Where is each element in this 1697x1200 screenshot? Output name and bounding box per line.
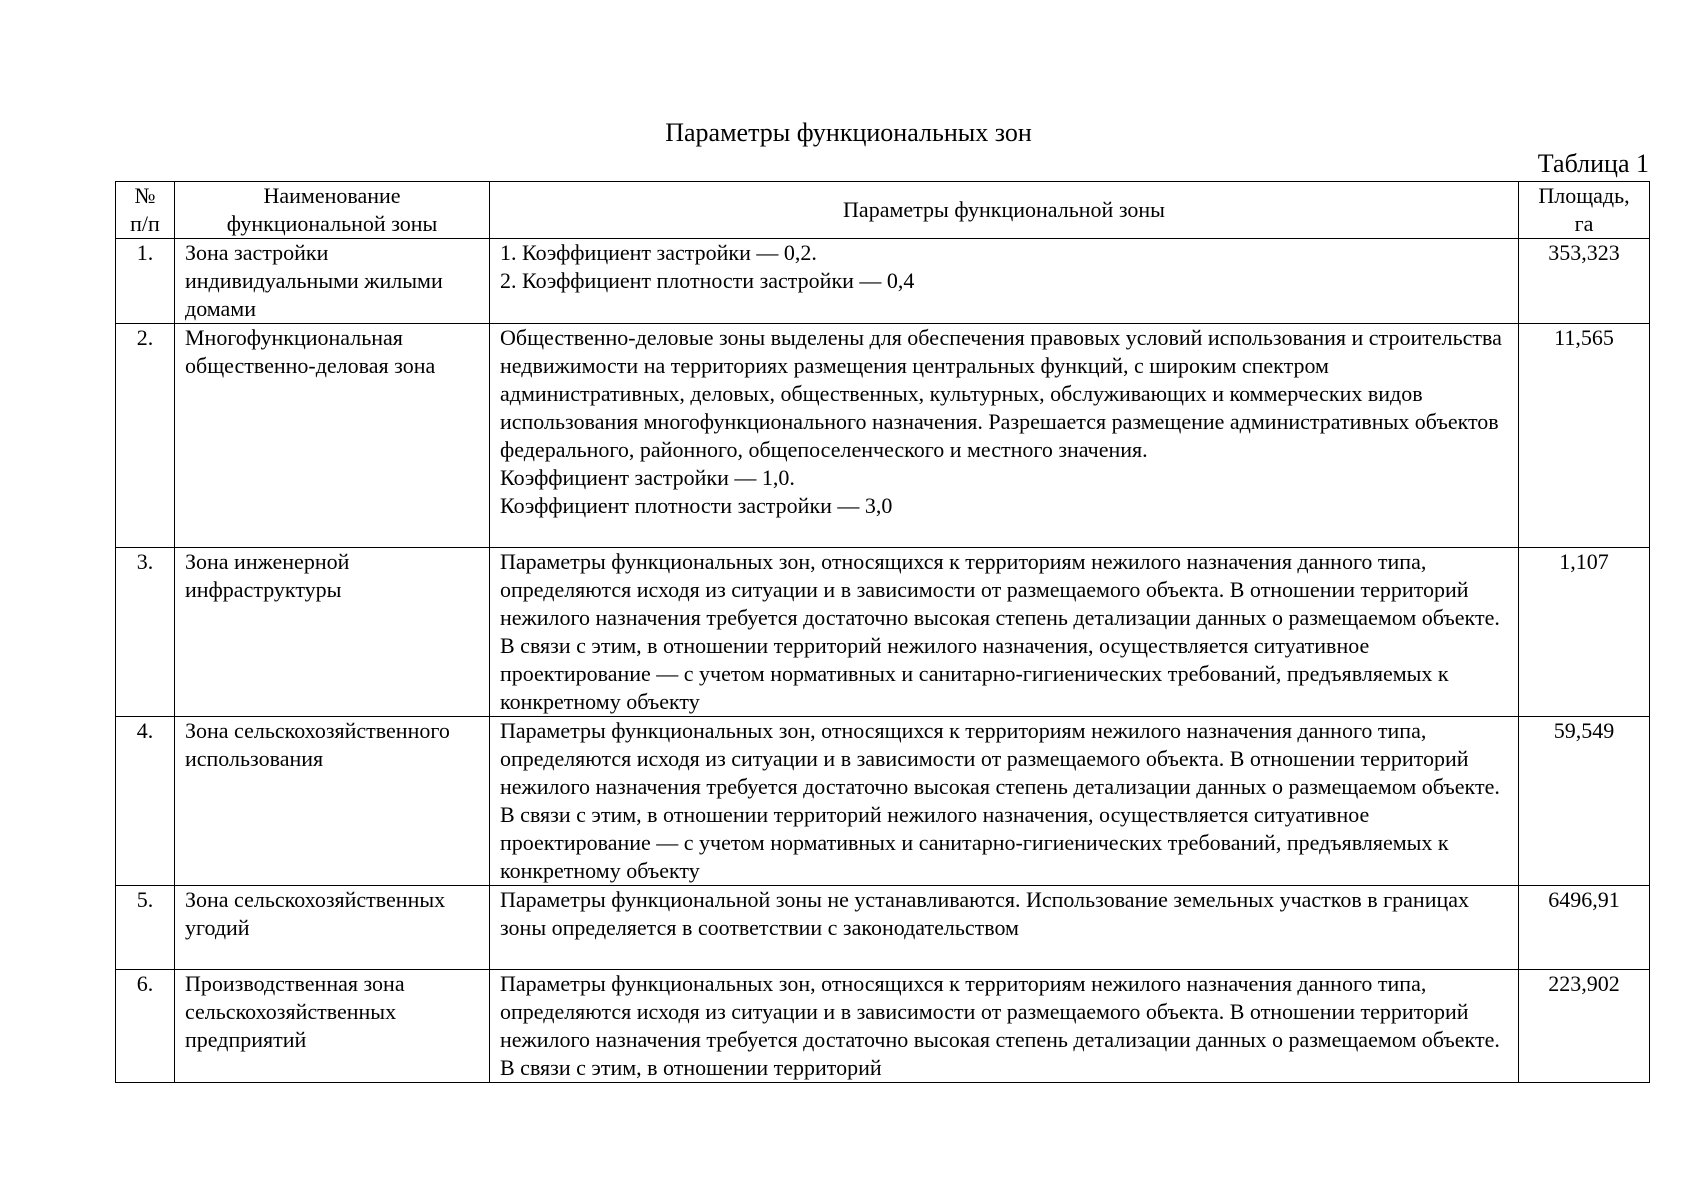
row-number: 1. [116, 239, 175, 324]
row-number: 4. [116, 717, 175, 886]
zones-parameters-table [115, 181, 1650, 1083]
header-area: Площадь, га [1519, 182, 1650, 239]
table-row [116, 970, 1650, 1083]
zone-params: Параметры функциональных зон, относящихся к территориям нежилого назначения данного типа, определяются исходя из ситуации и в зависимости от размещаемого объекта. В отношении территорий нежилого назначения требуется достаточно высокая степень детализации данных о размещаемом объекте. В связи с этим, в отношении территорий нежилого назначения, осуществляется ситуативное проектирование — с учетом нормативных и санитарно-гигиенических требований, предъявляемых к конкретному объекту [490, 548, 1519, 717]
row-number: 5. [116, 886, 175, 970]
zone-params: Параметры функциональных зон, относящихся к территориям нежилого назначения данного типа, определяются исходя из ситуации и в зависимости от размещаемого объекта. В отношении территорий нежилого назначения требуется достаточно высокая степень детализации данных о размещаемом объекте. В связи с этим, в отношении территорий [490, 970, 1519, 1083]
table-row [116, 548, 1650, 717]
zone-area: 223,902 [1519, 970, 1650, 1083]
zone-params: 1. Коэффициент застройки — 0,2. 2. Коэффициент плотности застройки — 0,4 [490, 239, 1519, 324]
header-zone-params: Параметры функциональной зоны [490, 182, 1519, 239]
zone-name: Зона сельскохозяйственных угодий [175, 886, 490, 970]
zone-name: Зона инженерной инфраструктуры [175, 548, 490, 717]
header-zone-name: Наименование функциональной зоны [175, 182, 490, 239]
zone-name: Многофункциональная общественно-деловая зона [175, 324, 490, 548]
zone-params: Параметры функциональных зон, относящихся к территориям нежилого назначения данного типа, определяются исходя из ситуации и в зависимости от размещаемого объекта. В отношении территорий нежилого назначения требуется достаточно высокая степень детализации данных о размещаемом объекте. В связи с этим, в отношении территорий нежилого назначения, осуществляется ситуативное проектирование — с учетом нормативных и санитарно-гигиенических требований, предъявляемых к конкретному объекту [490, 717, 1519, 886]
row-number: 2. [116, 324, 175, 548]
table-row [116, 239, 1650, 324]
zone-area: 353,323 [1519, 239, 1650, 324]
row-number: 3. [116, 548, 175, 717]
table-row [116, 717, 1650, 886]
table-label: Таблица 1 [1537, 149, 1649, 178]
table-header-row [116, 182, 1650, 239]
zone-params: Общественно-деловые зоны выделены для обеспечения правовых условий использования и строительства недвижимости на территориях размещения центральных функций, с широким спектром административных, деловых, общественных, культурных, обслуживающих и коммерческих видов использования многофункционального назначения. Разрешается размещение административных объектов федерального, районного, общепоселенческого и местного значения. Коэффициент застройки — 1,0. Коэффициент плотности застройки — 3,0 [490, 324, 1519, 548]
zone-name: Зона сельскохозяйственного использования [175, 717, 490, 886]
zone-params: Параметры функциональной зоны не устанавливаются. Использование земельных участков в границах зоны определяется в соответствии с законодательством [490, 886, 1519, 970]
table-row [116, 324, 1650, 548]
zone-area: 1,107 [1519, 548, 1650, 717]
document-title: Параметры функциональных зон [665, 118, 1032, 147]
row-number: 6. [116, 970, 175, 1083]
zone-area: 11,565 [1519, 324, 1650, 548]
table-row [116, 886, 1650, 970]
zone-name: Производственная зона сельскохозяйственных предприятий [175, 970, 490, 1083]
zone-area: 6496,91 [1519, 886, 1650, 970]
zone-name: Зона застройки индивидуальными жилыми домами [175, 239, 490, 324]
zone-area: 59,549 [1519, 717, 1650, 886]
header-number: № п/п [116, 182, 175, 239]
